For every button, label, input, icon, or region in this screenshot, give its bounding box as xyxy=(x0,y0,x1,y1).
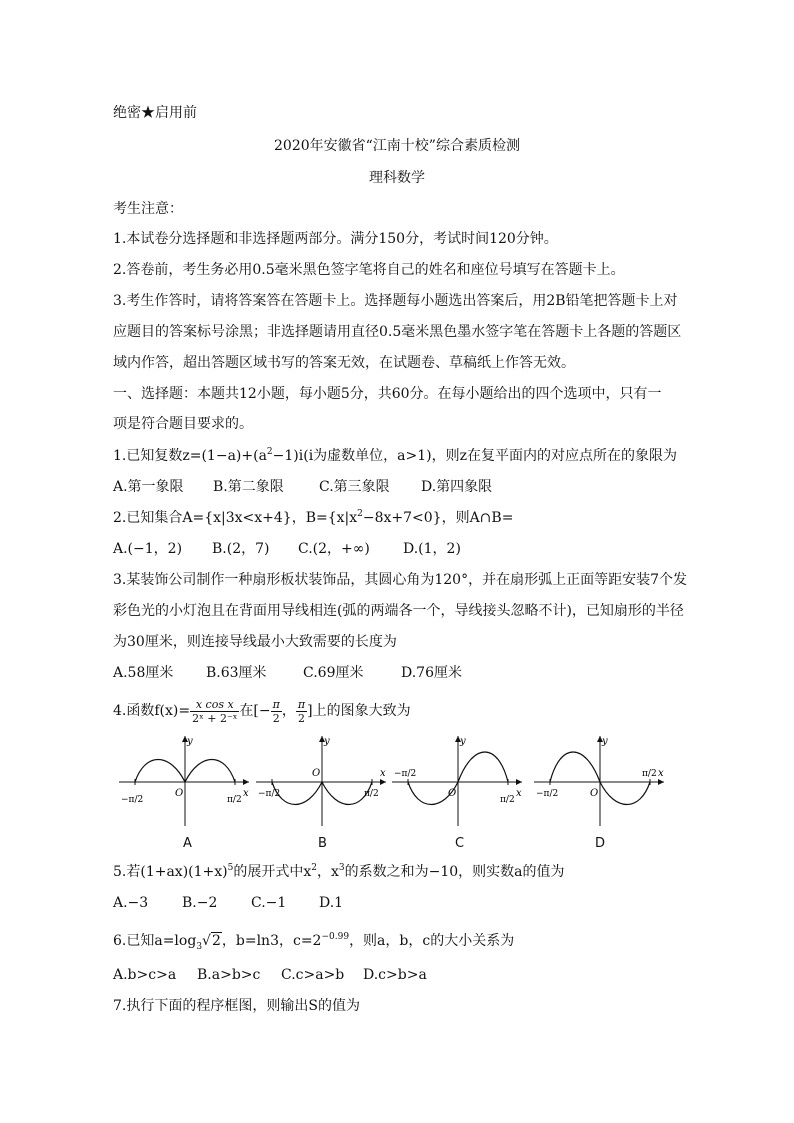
question-3-stem: 彩色光的小灯泡且在背面用导线相连(弧的两端各一个，导线接头忽略不计)，已知扇形的半径 xyxy=(113,603,684,619)
question-7-stem: 7.执行下面的程序框图，则输出S的值为 xyxy=(113,998,360,1014)
option-b: B.第二象限 xyxy=(213,479,284,495)
option-c: C.第三象限 xyxy=(319,479,390,495)
exam-title: 2020年安徽省“江南十校”综合素质检测 xyxy=(274,138,520,154)
question-4-stem: 4.函数f(x)= $\frac{\text{x cos x}}{\text{2ˣ + 2⁻ˣ}}$ 在[− $\frac{\pi}{2}$ ， $\frac{\pi}{2}$ ]上的图象大致为 xyxy=(113,697,411,725)
origin-label: O xyxy=(590,788,599,799)
graph-c xyxy=(388,730,528,830)
option-d: D.1 xyxy=(319,895,344,911)
option-a: A.第一象限 xyxy=(113,479,184,495)
notice-item: 1.本试卷分选择题和非选择题两部分。满分150分，考试时间120分钟。 xyxy=(113,231,558,247)
exam-subject: 理科数学 xyxy=(369,170,425,186)
section-heading-cont: 项是符合题目要求的。 xyxy=(113,416,253,432)
sqrt-symbol: √ xyxy=(202,933,211,949)
graph-label-a: A xyxy=(183,836,192,851)
option-b: B.(2，7) xyxy=(212,541,270,557)
question-1-stem: 1.已知复数$z=(1-a)+(a^2-1)i(i$为虚数单位，a>1)，则z在复平面内的对应点所在的象限为 xyxy=(113,447,677,464)
option-d: D.第四象限 xyxy=(421,479,493,495)
axis-x-label: x xyxy=(516,788,522,799)
tick-pos-label: π/2 xyxy=(227,795,242,805)
option-d: D.c>b>a xyxy=(363,967,427,983)
graph-d xyxy=(530,730,670,830)
question-6-options xyxy=(113,965,427,985)
option-d: D.76厘米 xyxy=(401,665,462,681)
tick-neg-label: −π/2 xyxy=(394,769,417,779)
option-c: C.−1 xyxy=(251,895,287,911)
option-a: A.−3 xyxy=(113,895,149,911)
origin-label: O xyxy=(175,788,184,799)
axis-y-label: y xyxy=(324,736,330,747)
origin-label: O xyxy=(448,788,457,799)
fraction: $\frac{\pi}{2}$ xyxy=(272,697,280,725)
tick-neg-label: −π/2 xyxy=(536,789,559,799)
notice-heading: 考生注意： xyxy=(113,201,183,217)
fraction: $\frac{\text{x cos x}}{\text{2ˣ + 2⁻ˣ}}$ xyxy=(192,697,238,725)
question-1-options xyxy=(113,477,492,497)
tick-neg-label: −π/2 xyxy=(121,795,144,805)
question-2-options xyxy=(113,539,461,559)
graph-label-d: D xyxy=(595,836,606,851)
notice-item: 2.答卷前，考生务必用0.5毫米黑色签字笔将自己的姓名和座位号填写在答题卡上。 xyxy=(113,262,625,278)
notice-item: 3.考生作答时，请将答案答在答题卡上。选择题每小题选出答案后，用2B铅笔把答题卡上对 xyxy=(113,293,678,309)
tick-neg-label: −π/2 xyxy=(258,789,281,799)
option-a: A.58厘米 xyxy=(113,665,174,681)
graph-label-b: B xyxy=(318,836,327,851)
notice-item: 应题目的答案标号涂黑；非选择题请用直径0.5毫米黑色墨水签字笔在答题卡上各题的答题区 xyxy=(113,324,682,340)
option-c: C.(2，+∞) xyxy=(298,541,370,557)
question-5-stem: 5.若$(1+ax)(1+x)^5$的展开式中$x^2$，$x^3$的系数之和为−10，则实数a的值为 xyxy=(113,863,565,880)
question-2-stem: 2.已知集合A={x|3x<x+4}，$B=\{x|x^2-8x+7<0\}$，则A∩B= xyxy=(113,509,514,526)
option-c: C.69厘米 xyxy=(303,665,364,681)
option-b: B.63厘米 xyxy=(206,665,267,681)
option-c: C.c>a>b xyxy=(281,967,345,983)
secret-label: 绝密★启用前 xyxy=(113,105,197,121)
tick-pos-label: π/2 xyxy=(500,795,515,805)
question-3-options xyxy=(113,663,462,683)
graph-b xyxy=(252,730,392,830)
axis-y-label: y xyxy=(187,736,193,747)
option-a: A.b>c>a xyxy=(113,967,177,983)
option-d: D.(1，2) xyxy=(403,541,461,557)
axis-x-label: x xyxy=(243,788,249,799)
option-a: A.(−1，2) xyxy=(113,541,183,557)
tick-pos-label: π/2 xyxy=(364,789,379,799)
tick-pos-label: π/2 xyxy=(642,769,657,779)
question-6-stem: 6.已知$a=\log_3√2$，b=ln3，$c=2^{-0.99}$，则a，b，c的大小关系为 xyxy=(113,932,515,952)
question-3-stem: 为30厘米，则连接导线最小大致需要的长度为 xyxy=(113,634,397,650)
axis-x-label: x xyxy=(658,768,664,779)
section-heading: 一、选择题：本题共12小题，每小题5分，共60分。在每小题给出的四个选项中，只有一 xyxy=(113,386,662,402)
option-b: B.−2 xyxy=(182,895,218,911)
graph-a xyxy=(115,730,255,830)
axis-y-label: y xyxy=(460,736,466,747)
question-3-stem: 3.某装饰公司制作一种扇形板状装饰品，其圆心角为120°，并在扇形弧上正面等距安装7个发 xyxy=(113,572,687,588)
question-5-options xyxy=(113,893,343,913)
graph-label-c: C xyxy=(455,836,465,851)
fraction: $\frac{\pi}{2}$ xyxy=(297,697,306,725)
axis-y-label: y xyxy=(602,736,608,747)
option-b: B.a>b>c xyxy=(197,967,261,983)
axis-x-label: x xyxy=(380,768,386,779)
origin-label: O xyxy=(312,768,321,779)
notice-item: 域内作答，超出答题区域书写的答案无效，在试题卷、草稿纸上作答无效。 xyxy=(113,355,575,371)
